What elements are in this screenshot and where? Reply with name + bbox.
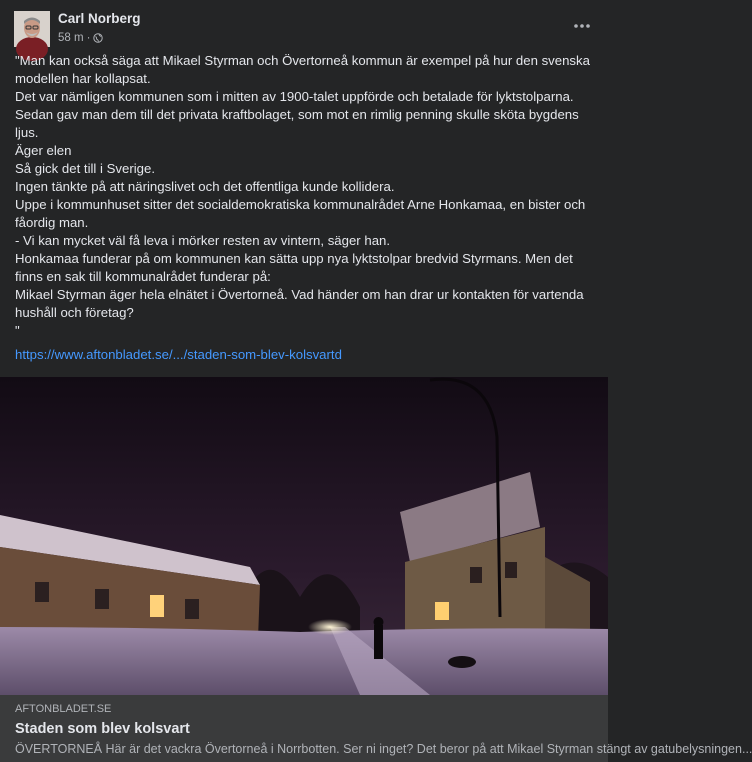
- author-name[interactable]: Carl Norberg: [58, 11, 141, 26]
- post-paragraph: Så gick det till i Sverige.: [15, 161, 155, 176]
- post-time[interactable]: 58 m: [58, 32, 84, 44]
- globe-icon: [93, 33, 103, 43]
- post-paragraph: "Man kan också säga att Mikael Styrman och Övertorneå kommun är exempel på hur den svenska modellen har kollapsat.: [15, 53, 590, 86]
- card-title[interactable]: Staden som blev kolsvart: [15, 721, 190, 737]
- post-paragraph: - Vi kan mycket väl få leva i mörker resten av vintern, säger han.: [15, 233, 391, 248]
- author-avatar[interactable]: [14, 11, 50, 47]
- article-link[interactable]: https://www.aftonbladet.se/.../staden-som-blev-kolsvartd: [15, 347, 342, 362]
- post-paragraph: Ingen tänkte på att näringslivet och det offentliga kunde kollidera.: [15, 179, 395, 194]
- card-domain: AFTONBLADET.SE: [15, 703, 112, 715]
- post-paragraph: ": [15, 323, 20, 338]
- post-meta: [58, 32, 103, 44]
- article-image[interactable]: [0, 377, 608, 695]
- meta-separator: ·: [86, 32, 91, 44]
- post-header: [0, 0, 608, 56]
- post-paragraph: Mikael Styrman äger hela elnätet i Övertorneå. Vad händer om han drar ur kontakten för vartenda hushåll och företag?: [15, 287, 584, 320]
- post-text: [15, 52, 601, 340]
- post-paragraph: Honkamaa funderar på om kommunen kan sätta upp nya lyktstolpar bredvid Styrmans. Men det finns en sak till kommunalrådet funderar på:: [15, 251, 573, 284]
- card-description: ÖVERTORNEÅ Här är det vackra Övertorneå i Norrbotten. Ser ni inget? Det beror på att Mikael Styrman stängt av gatubelysningen...: [15, 742, 752, 756]
- post-paragraph: Det var nämligen kommunen som i mitten av 1900-talet uppförde och betalade för lyktstolparna.: [15, 89, 574, 104]
- link-preview-card[interactable]: [0, 695, 752, 762]
- more-options-icon[interactable]: [572, 16, 592, 36]
- post-paragraph: Uppe i kommunhuset sitter det socialdemokratiska kommunalrådet Arne Honkamaa, en bister och fåordig man.: [15, 197, 586, 230]
- post-paragraph: Sedan gav man dem till det privata kraftbolaget, som mot en rimlig penning skulle sköta bygdens ljus.: [15, 107, 579, 140]
- post-paragraph: Äger elen: [15, 143, 72, 158]
